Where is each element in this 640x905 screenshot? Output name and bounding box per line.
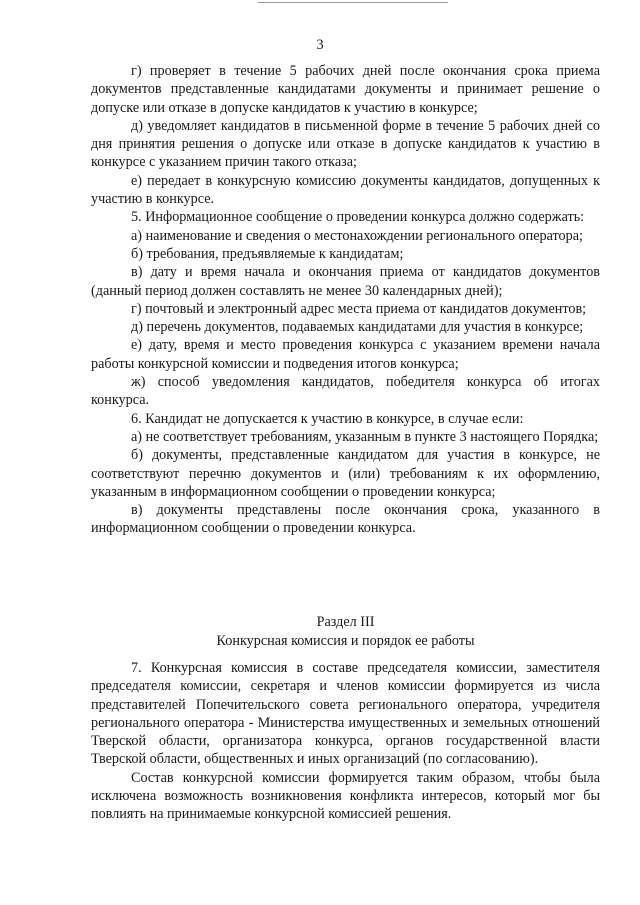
- paragraph: б) требования, предъявляемые к кандидатам;: [131, 245, 404, 262]
- paragraph: ж) способ уведомления кандидатов, победителя конкурса об итогах конкурса.: [91, 374, 600, 409]
- paragraph: 5. Информационное сообщение о проведении конкурса должно содержать:: [131, 209, 585, 226]
- paragraph: е) дату, время и место проведения конкурса с указанием времени начала работы конкурсной комиссии и подведения итогов конкурса;: [91, 337, 600, 372]
- section-title: Конкурсная комиссия и порядок ее работы: [216, 633, 475, 649]
- body-text-bottom: [91, 659, 600, 824]
- paragraph: Состав конкурсной комиссии формируется таким образом, чтобы была исключена возможность возникновения конфликта интересов, который мог бы повлиять на принимаемые конкурсной комиссией решения.: [91, 769, 600, 823]
- paragraph: 6. Кандидат не допускается к участию в конкурсе, в случае если:: [131, 410, 524, 427]
- paragraph: г) проверяет в течение 5 рабочих дней после окончания срока приема документов представленные кандидатами документы и принимает решение о допуске или отказе в допуске кандидатов к участию в конкурсе;: [91, 63, 600, 116]
- paragraph: д) уведомляет кандидатов в письменной форме в течение 5 рабочих дней со дня принятия решения о допуске или отказе в допуске кандидатов к участию в конкурсе с указанием причин такого отказа;: [91, 117, 600, 171]
- paragraph: е) передает в конкурсную комиссию документы кандидатов, допущенных к участию в конкурсе.: [91, 172, 600, 208]
- body-text-top: [91, 62, 600, 538]
- section-label: Раздел III: [316, 614, 375, 630]
- scan-edge-line: [258, 2, 448, 3]
- paragraph: в) документы представлены после окончания срока, указанного в информационном сообщении о проведении конкурса.: [91, 502, 600, 537]
- page-number: 3: [316, 37, 324, 53]
- paragraph: 7. Конкурсная комиссия в составе председателя комиссии, заместителя председателя комиссии, секретаря и членов комиссии формируется из числа представителей Попечительского совета регионального оператора, учредителя регионального оператора - Министерства имущественных и земельных отношений Тверской области, организатора конкурса, органов государственной власти Тверской области, общественных и иных организаций (по согласованию).: [91, 660, 600, 768]
- paragraph: г) почтовый и электронный адрес места приема от кандидатов документов;: [131, 300, 587, 317]
- paragraph: а) наименование и сведения о местонахождении регионального оператора;: [131, 227, 583, 244]
- paragraph: д) перечень документов, подаваемых кандидатами для участия в конкурсе;: [131, 319, 584, 336]
- paragraph: в) дату и время начала и окончания приема от кандидатов документов (данный период должен составлять не менее 30 календарных дней);: [91, 264, 600, 299]
- paragraph: а) не соответствует требованиям, указанным в пункте 3 настоящего Порядка;: [131, 428, 599, 445]
- paragraph: б) документы, представленные кандидатом для участия в конкурсе, не соответствуют перечню документов и (или) требованиям к их оформлению, указанным в информационном сообщении о проведении конкурса;: [91, 447, 600, 500]
